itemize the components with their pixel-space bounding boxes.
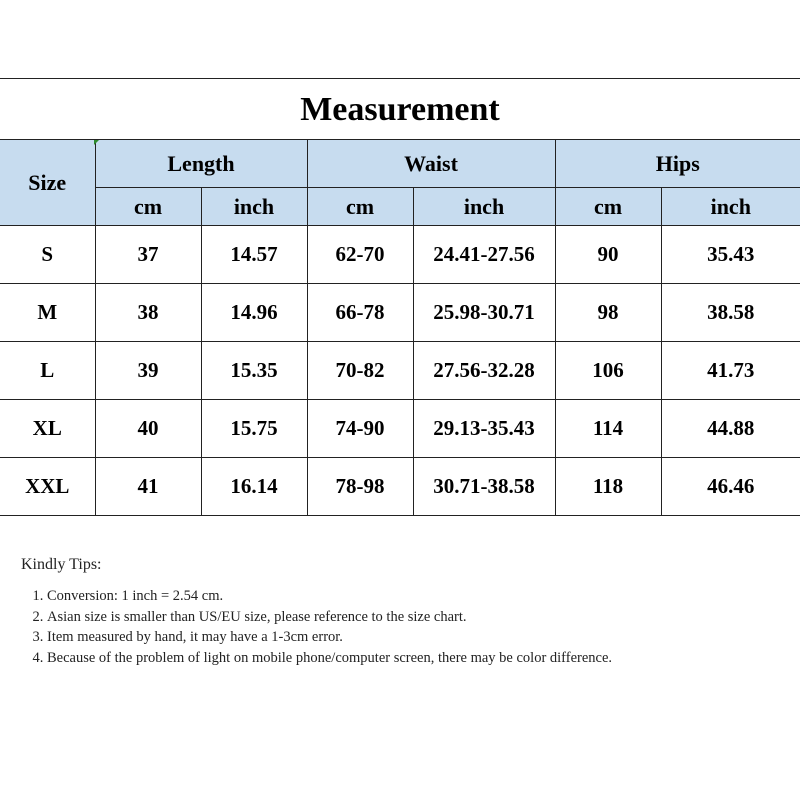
kindly-tips xyxy=(21,556,781,668)
unit-header: cm xyxy=(555,188,661,226)
table-row xyxy=(0,226,800,284)
waist-cm-cell: 74-90 xyxy=(307,400,413,458)
cell-corner-marker xyxy=(94,140,99,145)
length-cm-cell: 40 xyxy=(95,400,201,458)
length-cm-cell: 38 xyxy=(95,284,201,342)
unit-header: inch xyxy=(661,188,800,226)
table-row xyxy=(0,400,800,458)
length-cm-cell: 39 xyxy=(95,342,201,400)
tip-item: 2. Asian size is smaller than US/EU size, please reference to the size chart. xyxy=(47,607,781,628)
hips-cm-cell: 118 xyxy=(555,458,661,516)
measurement-sheet xyxy=(0,78,800,516)
hips-inch-cell: 46.46 xyxy=(661,458,800,516)
unit-header: cm xyxy=(95,188,201,226)
length-header: Length xyxy=(95,140,307,188)
tips-list xyxy=(21,586,781,668)
header-group-row xyxy=(0,140,800,188)
unit-header: cm xyxy=(307,188,413,226)
size-cell: L xyxy=(0,342,95,400)
length-cm-cell: 37 xyxy=(95,226,201,284)
waist-inch-cell: 30.71-38.58 xyxy=(413,458,555,516)
tips-heading: Kindly Tips: xyxy=(21,556,102,573)
tip-item: 3. Item measured by hand, it may have a 1-3cm error. xyxy=(47,627,781,648)
length-inch-cell: 16.14 xyxy=(201,458,307,516)
waist-inch-cell: 24.41-27.56 xyxy=(413,226,555,284)
hips-cm-cell: 114 xyxy=(555,400,661,458)
hips-inch-cell: 44.88 xyxy=(661,400,800,458)
length-inch-cell: 15.75 xyxy=(201,400,307,458)
hips-inch-cell: 35.43 xyxy=(661,226,800,284)
size-header: Size xyxy=(0,140,95,226)
unit-header: inch xyxy=(201,188,307,226)
size-cell: M xyxy=(0,284,95,342)
size-cell: XXL xyxy=(0,458,95,516)
page-title: Measurement xyxy=(300,91,500,128)
size-cell: XL xyxy=(0,400,95,458)
size-chart-table xyxy=(0,139,800,516)
waist-header: Waist xyxy=(307,140,555,188)
waist-cm-cell: 70-82 xyxy=(307,342,413,400)
table-row xyxy=(0,458,800,516)
hips-cm-cell: 106 xyxy=(555,342,661,400)
waist-cm-cell: 62-70 xyxy=(307,226,413,284)
hips-inch-cell: 38.58 xyxy=(661,284,800,342)
length-cm-cell: 41 xyxy=(95,458,201,516)
waist-cm-cell: 66-78 xyxy=(307,284,413,342)
length-inch-cell: 14.57 xyxy=(201,226,307,284)
hips-cm-cell: 98 xyxy=(555,284,661,342)
waist-inch-cell: 27.56-32.28 xyxy=(413,342,555,400)
table-row xyxy=(0,342,800,400)
header-unit-row xyxy=(0,188,800,226)
waist-inch-cell: 29.13-35.43 xyxy=(413,400,555,458)
waist-cm-cell: 78-98 xyxy=(307,458,413,516)
tip-item: 4. Because of the problem of light on mobile phone/computer screen, there may be color difference. xyxy=(47,648,627,669)
length-inch-cell: 14.96 xyxy=(201,284,307,342)
hips-header: Hips xyxy=(555,140,800,188)
length-inch-cell: 15.35 xyxy=(201,342,307,400)
tip-item: 1. Conversion: 1 inch = 2.54 cm. xyxy=(47,586,781,607)
hips-cm-cell: 90 xyxy=(555,226,661,284)
unit-header: inch xyxy=(413,188,555,226)
hips-inch-cell: 41.73 xyxy=(661,342,800,400)
waist-inch-cell: 25.98-30.71 xyxy=(413,284,555,342)
size-cell: S xyxy=(0,226,95,284)
table-row xyxy=(0,284,800,342)
